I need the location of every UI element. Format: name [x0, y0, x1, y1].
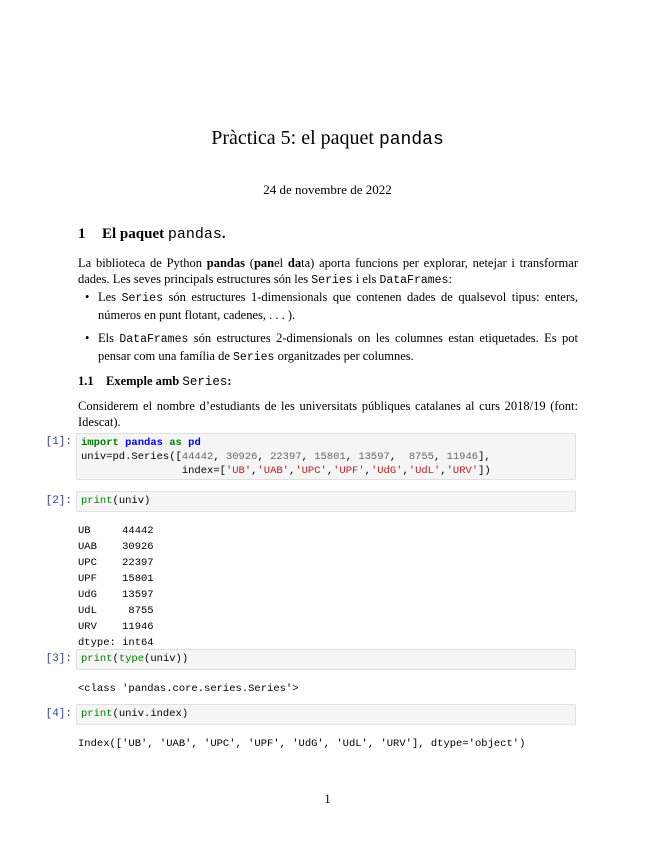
code-text: univ=pd.Series([ — [81, 451, 182, 463]
code-number: 30926 — [225, 451, 258, 463]
intro-text: i els — [352, 272, 380, 286]
intro-bold: pandas — [206, 256, 246, 270]
code-builtin: print — [81, 495, 113, 507]
code-text: , — [213, 451, 226, 463]
cell-output: <class 'pandas.core.series.Series'> — [78, 683, 299, 695]
code-string: 'URV' — [446, 465, 479, 477]
code-text: ]) — [478, 465, 491, 477]
code-text: , — [345, 451, 359, 463]
intro-code: DataFrames — [379, 274, 449, 287]
code-number: 15801 — [314, 451, 346, 463]
code-string: 'UdL' — [408, 465, 441, 477]
intro-text: ta) aporta funcions per explorar, netejar i transformar dades. Les seves principals estructures són les — [78, 256, 578, 286]
code-module: pandas — [125, 437, 163, 449]
section-number: 1.1 — [78, 374, 94, 388]
code-keyword: import — [81, 437, 119, 449]
cell-output: Index(['UB', 'UAB', 'UPC', 'UPF', 'UdG', 'UdL', 'URV'], dtype='object') — [78, 738, 526, 750]
code-text: ( — [112, 653, 119, 665]
code-number: 13597 — [358, 451, 390, 463]
bullet-code: Series — [121, 292, 163, 305]
intro-text: el — [274, 256, 288, 270]
cell-prompt: [2]: — [45, 495, 72, 507]
section-title-code: pandas — [167, 226, 222, 243]
code-text: , — [301, 451, 315, 463]
code-module: pd — [188, 437, 201, 449]
bullet-code: Series — [233, 351, 275, 364]
code-text: , — [288, 465, 296, 477]
section-number: 1 — [78, 226, 86, 242]
context-paragraph: Considerem el nombre d’estudiants de les universitats públiques catalanes al curs 2018/19 (font: Idescat). — [78, 399, 578, 429]
code-text: , — [251, 465, 258, 477]
code-cell[interactable] — [76, 649, 576, 670]
code-cell[interactable] — [76, 704, 576, 725]
bullet-code: DataFrames — [119, 333, 189, 346]
code-text: , — [389, 451, 409, 463]
code-string: 'UdG' — [370, 465, 403, 477]
intro-bold: da — [287, 256, 302, 270]
bullet-text: organitzades per columnes. — [274, 349, 414, 363]
code-text: ], — [478, 451, 491, 463]
code-cell[interactable] — [76, 491, 576, 512]
code-builtin: print — [81, 653, 113, 665]
code-text: , — [326, 465, 334, 477]
code-keyword: as — [169, 437, 182, 449]
intro-paragraph — [78, 255, 578, 289]
code-text: (univ) — [112, 495, 151, 507]
section-title-code: Series — [182, 375, 228, 389]
section-title-end: . — [221, 226, 226, 242]
code-text: , — [257, 451, 271, 463]
intro-code: Series — [311, 274, 353, 287]
code-builtin: type — [118, 653, 145, 665]
section-title-text: Exemple amb — [106, 374, 183, 388]
intro-text: : — [448, 272, 452, 286]
code-text: , — [364, 465, 371, 477]
bullet-text: són estructures 2-dimensionals on les columnes estan etiquetades. Es pot pensar com una família de — [98, 331, 578, 363]
code-string: 'UB' — [225, 465, 252, 477]
code-number: 22397 — [270, 451, 302, 463]
code-text: index=[ — [81, 465, 226, 477]
title-code: pandas — [378, 130, 444, 150]
section-heading-1-1 — [78, 374, 232, 389]
code-cell[interactable] — [76, 433, 576, 480]
list-item — [78, 330, 578, 366]
code-string: 'UPF' — [333, 465, 365, 477]
intro-text: La biblioteca de Python — [78, 256, 207, 270]
code-text: , — [440, 465, 447, 477]
bullet-text: Els — [98, 331, 120, 345]
document-title — [0, 127, 655, 150]
code-text: (univ)) — [144, 653, 189, 665]
code-text: , — [402, 465, 409, 477]
code-text: (univ.index) — [112, 708, 189, 720]
code-number: 44442 — [181, 451, 214, 463]
bullet-text: Les — [98, 290, 122, 304]
cell-output: UB 44442 UAB 30926 UPC 22397 UPF 15801 UdG 13597 UdL 8755 URV 11946 dtype: int64 — [78, 525, 154, 649]
cell-prompt: [1]: — [45, 436, 72, 448]
cell-prompt: [3]: — [45, 653, 72, 665]
intro-bold: pan — [253, 256, 275, 270]
code-text: , — [433, 451, 447, 463]
section-title-text: El paquet — [102, 226, 168, 242]
cell-prompt: [4]: — [45, 708, 72, 720]
intro-text: ( — [245, 256, 254, 270]
bullet-text: són estructures 1-dimensionals que contenen dades de qualsevol tipus: enters, números en punt flotant, cadenes, . . . ). — [98, 290, 578, 322]
list-item — [78, 289, 578, 323]
code-number: 8755 — [408, 451, 434, 463]
code-string: 'UPC' — [295, 465, 327, 477]
structures-list — [78, 289, 578, 366]
title-text: Pràctica 5: el paquet — [211, 127, 379, 149]
document-date: 24 de novembre de 2022 — [263, 182, 392, 197]
code-string: 'UAB' — [257, 465, 289, 477]
code-builtin: print — [81, 708, 113, 720]
section-heading-1 — [78, 226, 226, 243]
page-number: 1 — [324, 792, 331, 806]
section-title-end: : — [227, 374, 232, 388]
code-number: 11946 — [446, 451, 479, 463]
